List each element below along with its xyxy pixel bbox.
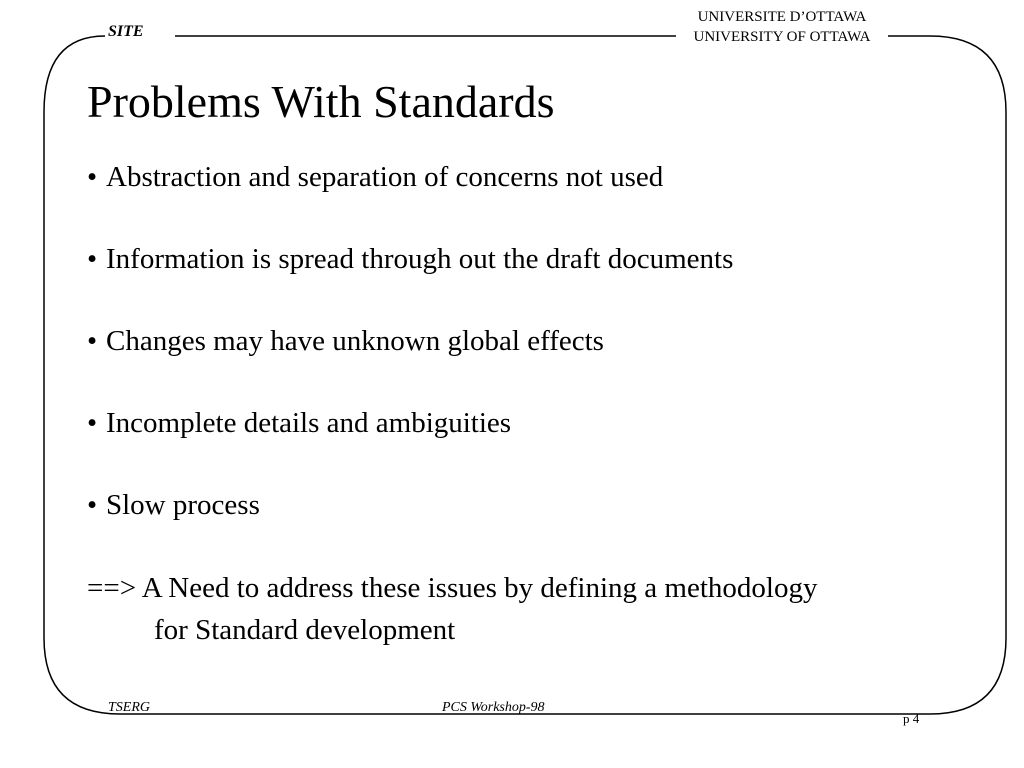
bullet-item [87, 321, 733, 403]
bullet-icon: • [87, 407, 98, 439]
bullet-item [87, 403, 733, 485]
bullet-text: Changes may have unknown global effects [106, 325, 604, 357]
university-name-french: UNIVERSITE D’OTTAWA [697, 9, 867, 25]
page-number: p 4 [903, 711, 920, 726]
footer-group-label: TSERG [108, 700, 150, 715]
bullet-icon: • [87, 489, 98, 521]
bullet-item [87, 157, 733, 239]
university-header [676, 7, 888, 47]
conclusion-statement [87, 567, 967, 651]
conclusion-line-1: ==> A Need to address these issues by defining a methodology [87, 572, 818, 604]
bullet-item [87, 239, 733, 321]
bullet-icon: • [87, 325, 98, 357]
footer-event-label: PCS Workshop-98 [442, 700, 545, 715]
bullet-icon: • [87, 161, 98, 193]
bullet-icon: • [87, 243, 98, 275]
bullet-text: Abstraction and separation of concerns not used [106, 161, 664, 193]
bullet-text: Information is spread through out the draft documents [106, 243, 734, 275]
slide-title: Problems With Standards [87, 76, 555, 127]
bullet-text: Incomplete details and ambiguities [106, 407, 512, 439]
bullet-item [87, 485, 733, 567]
bullet-text: Slow process [106, 489, 260, 521]
conclusion-line-2: for Standard development [154, 614, 456, 646]
university-name-english: UNIVERSITY OF OTTAWA [693, 29, 871, 45]
bullet-list [87, 157, 733, 567]
site-label: SITE [108, 23, 144, 40]
